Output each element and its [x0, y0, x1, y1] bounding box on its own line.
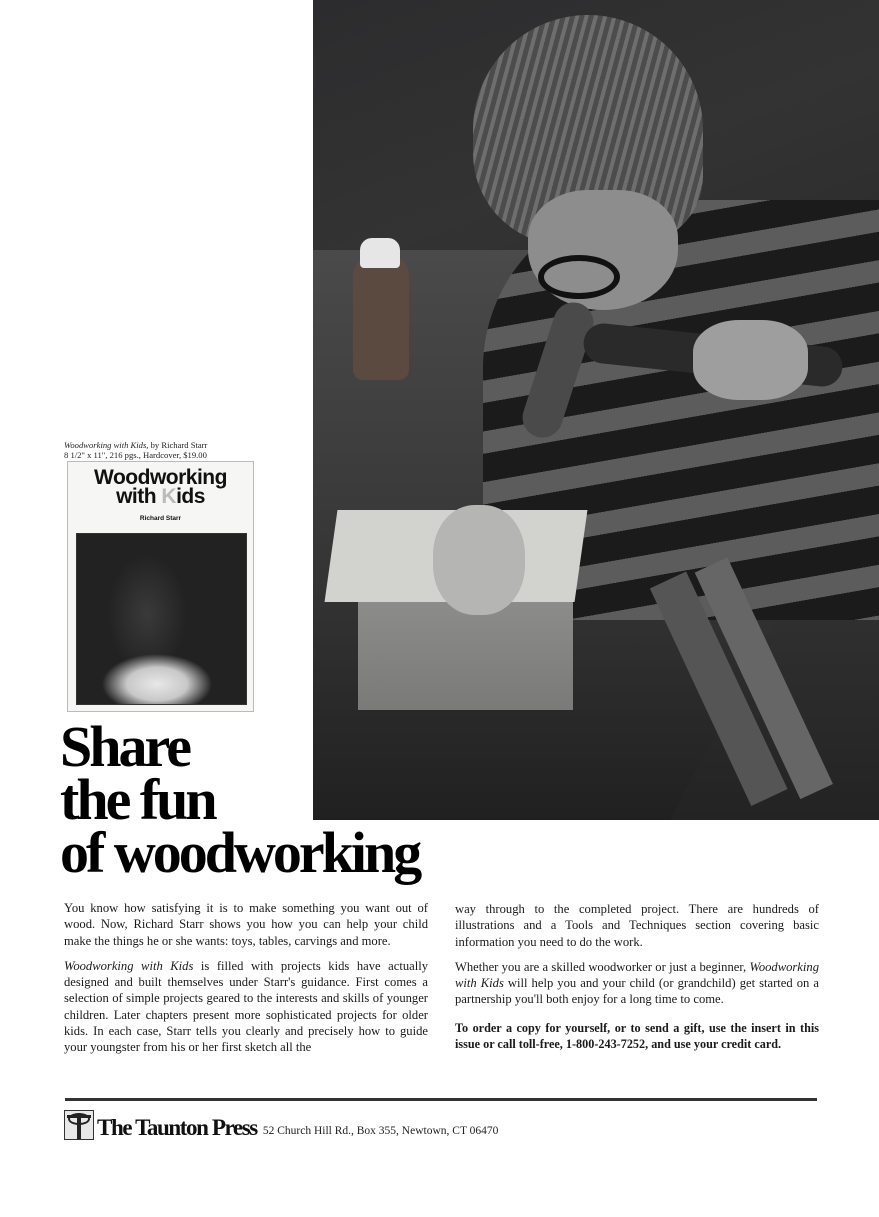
headline: [60, 714, 420, 885]
body-paragraph: [455, 959, 819, 1008]
photo-box-side: [358, 600, 573, 710]
publisher-address: 52 Church Hill Rd., Box 355, Newtown, CT 06470: [262, 1125, 499, 1137]
headline-line3: of woodworking: [60, 820, 420, 885]
book-title-inline: Woodworking with Kids: [64, 958, 194, 973]
book-cover-photo: [76, 533, 247, 705]
logo-stem: [77, 1115, 81, 1139]
footer: [64, 1108, 498, 1140]
photo-right-hand: [693, 320, 808, 400]
book-cover-title-ids: ids: [176, 485, 205, 508]
body-paragraph: You know how satisfying it is to make something you want out of wood. Now, Richard Starr shows you how you can help your child make the things he or she wants: toys, tables, carvings and more.: [64, 901, 428, 948]
book-title-inline: Woodworking with Kids: [455, 959, 819, 991]
body-paragraph-text: will help you and your child (or grandchild) get started on a partnership you'll both enjoy for a long time to come.: [455, 976, 819, 1007]
body-column-left: [64, 900, 428, 1065]
body-paragraph: way through to the completed project. There are hundreds of illustrations and a Tools and Techniques section covering basic information you need to do the work.: [455, 902, 819, 949]
book-caption-title: Woodworking with Kids,: [64, 440, 149, 450]
book-cover-author: Richard Starr: [139, 515, 182, 522]
hero-photo: [313, 0, 879, 820]
taunton-logo-icon: [64, 1110, 94, 1140]
order-instructions: To order a copy for yourself, or to send a gift, use the insert in this issue or call toll-free, 1-800-243-7252, and use your credit card.: [455, 1020, 819, 1052]
book-caption-details: 8 1/2" x 11", 216 pgs., Hardcover, $19.00: [64, 450, 207, 460]
footer-divider: [65, 1098, 817, 1101]
book-cover: [67, 461, 254, 712]
photo-glue-bottle: [353, 255, 409, 380]
body-paragraph-text: is filled with projects kids have actually designed and built themselves under Starr's guidance. First comes a selection of simple projects geared to the interests and skills of younger children. Later chapters present more sophisticated projects for older kids. In each case, Starr tells you clearly and precisely how to guide your youngster from his or her first sketch all the: [64, 958, 428, 1055]
body-paragraph-text: Whether you are a skilled woodworker or just a beginner,: [455, 959, 750, 974]
photo-left-hand: [433, 505, 525, 615]
book-cover-title-k: K: [161, 485, 177, 508]
photo-glasses: [538, 255, 620, 299]
headline-line1: Share: [60, 714, 189, 779]
book-cover-title-with: with: [116, 485, 162, 508]
body-paragraph: [64, 958, 428, 1056]
body-column-right: [455, 901, 819, 1061]
book-cover-title: [68, 468, 253, 506]
book-cover-title-line1: Woodworking: [94, 466, 227, 489]
book-caption-author: by Richard Starr: [148, 440, 208, 450]
book-caption: [64, 440, 274, 460]
headline-line2: the fun: [60, 767, 215, 832]
publisher-name: The Taunton Press: [97, 1115, 257, 1140]
photo-glue-bottle-cap: [360, 238, 400, 268]
